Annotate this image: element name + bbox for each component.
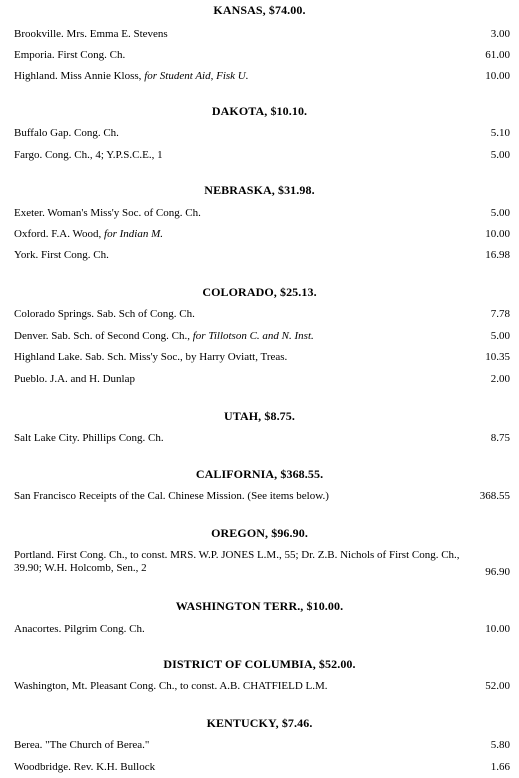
section-heading: CALIFORNIA, $368.55.	[195, 467, 324, 481]
section-heading: UTAH, $8.75.	[224, 409, 295, 423]
entry-amount: 96.90	[485, 566, 510, 578]
entry-text: Woodbridge. Rev. K.H. Bullock	[14, 761, 156, 773]
entry-amount: 52.00	[485, 680, 510, 692]
section-kentucky	[0, 716, 519, 773]
section-kansas	[0, 3, 519, 82]
section-oregon	[0, 526, 519, 578]
entry-amount: 61.00	[485, 49, 510, 61]
section-district-of-columbia	[0, 657, 519, 692]
section-heading: WASHINGTON TERR., $10.00.	[175, 599, 344, 613]
entry-text: San Francisco Receipts of the Cal. Chinese Mission. (See items below.)	[14, 490, 329, 502]
entry-text: Highland Lake. Sab. Sch. Miss'y Soc., by Harry Oviatt, Treas.	[14, 351, 288, 363]
entry-text: Highland. Miss Annie Kloss, for Student Aid, Fisk U.	[14, 70, 249, 82]
entry-amount: 1.66	[490, 761, 510, 773]
entry-text: Exeter. Woman's Miss'y Soc. of Cong. Ch.	[14, 207, 201, 219]
entry-text: Colorado Springs. Sab. Sch of Cong. Ch.	[14, 308, 195, 320]
section-heading: NEBRASKA, $31.98.	[204, 183, 315, 197]
entry-amount: 10.35	[485, 351, 510, 363]
section-heading: DISTRICT OF COLUMBIA, $52.00.	[163, 657, 356, 671]
entry-amount: 368.55	[479, 490, 510, 502]
entry-amount: 10.00	[485, 228, 510, 240]
entry-amount: 3.00	[490, 28, 510, 40]
section-dakota	[0, 104, 519, 161]
entry-amount: 5.00	[490, 207, 510, 219]
section-washington-terr	[0, 599, 519, 635]
section-heading: KANSAS, $74.00.	[213, 3, 306, 17]
section-heading: KENTUCKY, $7.46.	[206, 716, 313, 730]
entry-designation: for Tillotson C. and N. Inst.	[192, 330, 314, 342]
entry-amount: 5.00	[490, 330, 510, 342]
entry-amount: 5.80	[490, 739, 510, 751]
section-heading: COLORADO, $25.13.	[202, 285, 317, 299]
entry-amount: 16.98	[485, 249, 510, 261]
entry-amount: 5.00	[490, 149, 510, 161]
entry-text: Pueblo. J.A. and H. Dunlap	[14, 373, 135, 385]
entry-amount: 10.00	[485, 70, 510, 82]
section-california	[0, 467, 519, 502]
section-colorado	[0, 285, 519, 385]
entry-designation: for Indian M.	[104, 228, 163, 240]
entry-text: Portland. First Cong. Ch., to const. MRS. W.P. JONES L.M., 55; Dr. Z.B. Nichols of First Cong. Ch., 39.90; W.H. Holcomb, Sen., 2	[14, 549, 460, 574]
entry-text: York. First Cong. Ch.	[14, 249, 109, 261]
section-nebraska	[0, 183, 519, 261]
entry-designation: for Student Aid, Fisk U.	[144, 70, 249, 82]
entry-text: Brookville. Mrs. Emma E. Stevens	[14, 28, 168, 40]
entry-text: Anacortes. Pilgrim Cong. Ch.	[14, 623, 145, 635]
entry-amount: 8.75	[490, 432, 510, 444]
entry-text: Emporia. First Cong. Ch.	[14, 49, 126, 61]
entry-amount: 2.00	[490, 373, 510, 385]
section-heading: OREGON, $96.90.	[211, 526, 308, 540]
entry-amount: 7.78	[490, 308, 510, 320]
entry-amount: 5.10	[490, 127, 510, 139]
entry-text: Denver. Sab. Sch. of Second Cong. Ch., for Tillotson C. and N. Inst.	[14, 330, 314, 342]
entry-text: Oxford. F.A. Wood, for Indian M.	[14, 228, 163, 240]
entry-text: Fargo. Cong. Ch., 4; Y.P.S.C.E., 1	[14, 149, 163, 161]
entry-text: Washington, Mt. Pleasant Cong. Ch., to const. A.B. CHATFIELD L.M.	[14, 680, 328, 692]
entry-text: Salt Lake City. Phillips Cong. Ch.	[14, 432, 164, 444]
entry-text: Buffalo Gap. Cong. Ch.	[14, 127, 119, 139]
entry-amount: 10.00	[485, 623, 510, 635]
section-utah	[0, 409, 519, 444]
entry-text: Berea. "The Church of Berea."	[14, 739, 150, 751]
section-heading: DAKOTA, $10.10.	[211, 104, 308, 118]
